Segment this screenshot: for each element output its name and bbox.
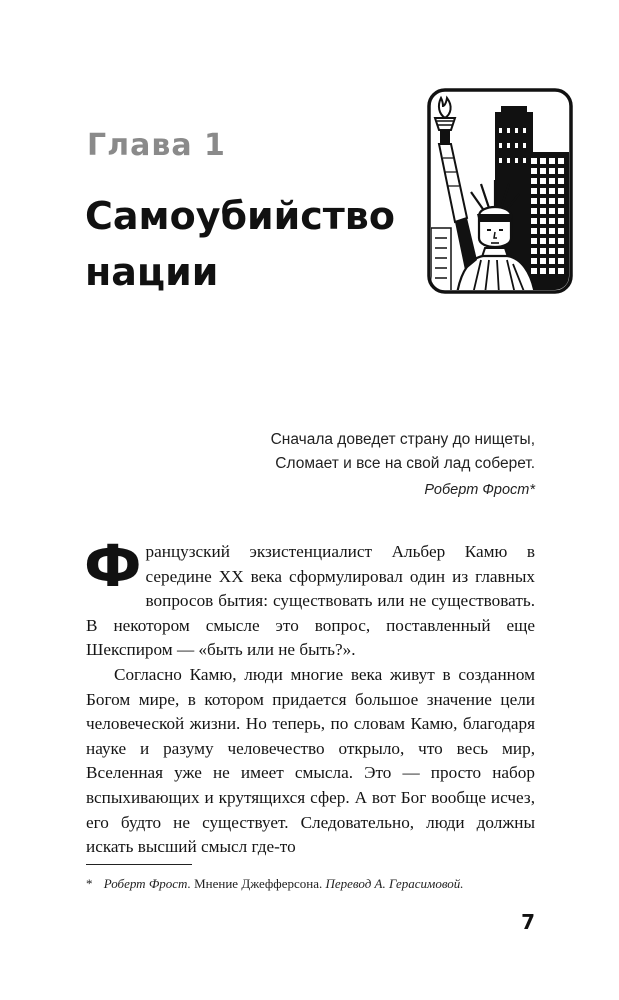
epigraph xyxy=(200,428,535,502)
footnote-divider xyxy=(86,864,192,865)
paragraph-1: ранцузский экзистенциалист Альбер Камю в середине XX века сформулировал один из главных вопросов бытия: существовать или не существовать. В некотором смысле это вопрос, поставленный еще Шекспиром — «быть или не быть?». xyxy=(86,542,535,660)
epigraph-author: Роберт Фрост* xyxy=(424,482,535,498)
epigraph-line-1: Сначала доведет страну до нищеты, xyxy=(270,431,535,448)
footnote xyxy=(86,876,546,892)
paragraph-2: Согласно Камю, люди многие века живут в созданном Богом мире, в котором придается большое значение цели человеческой жизни. Но теперь, по словам Камю, благодаря науке и разуму человечество открыло, что весь мир, Вселенная уже не имеет смысла. Это — просто набор вспыхивающих и крутящихся сфер. А вот Бог вообще исчез, его будто не существует. Следовательно, люди должны искать высший смысл где-то xyxy=(86,664,535,857)
epigraph-line-2: Сломает и все на свой лад соберет. xyxy=(275,455,535,472)
page-number: 7 xyxy=(521,910,535,934)
footnote-translation: Перевод А. Герасимовой. xyxy=(325,876,464,891)
drop-cap: Ф xyxy=(84,532,142,600)
body-text xyxy=(84,532,535,860)
statue-of-liberty-skyscrapers-icon xyxy=(427,88,573,294)
chapter-label: Глава 1 xyxy=(87,128,226,163)
footnote-work: Мнение Джефферсона. xyxy=(194,876,323,891)
chapter-title-line-2: нации xyxy=(85,250,219,294)
chapter-title xyxy=(85,188,405,300)
footnote-mark: * xyxy=(86,876,93,891)
chapter-title-line-1: Самоубийство xyxy=(85,194,395,238)
footnote-author: Роберт Фрост. xyxy=(103,876,191,891)
